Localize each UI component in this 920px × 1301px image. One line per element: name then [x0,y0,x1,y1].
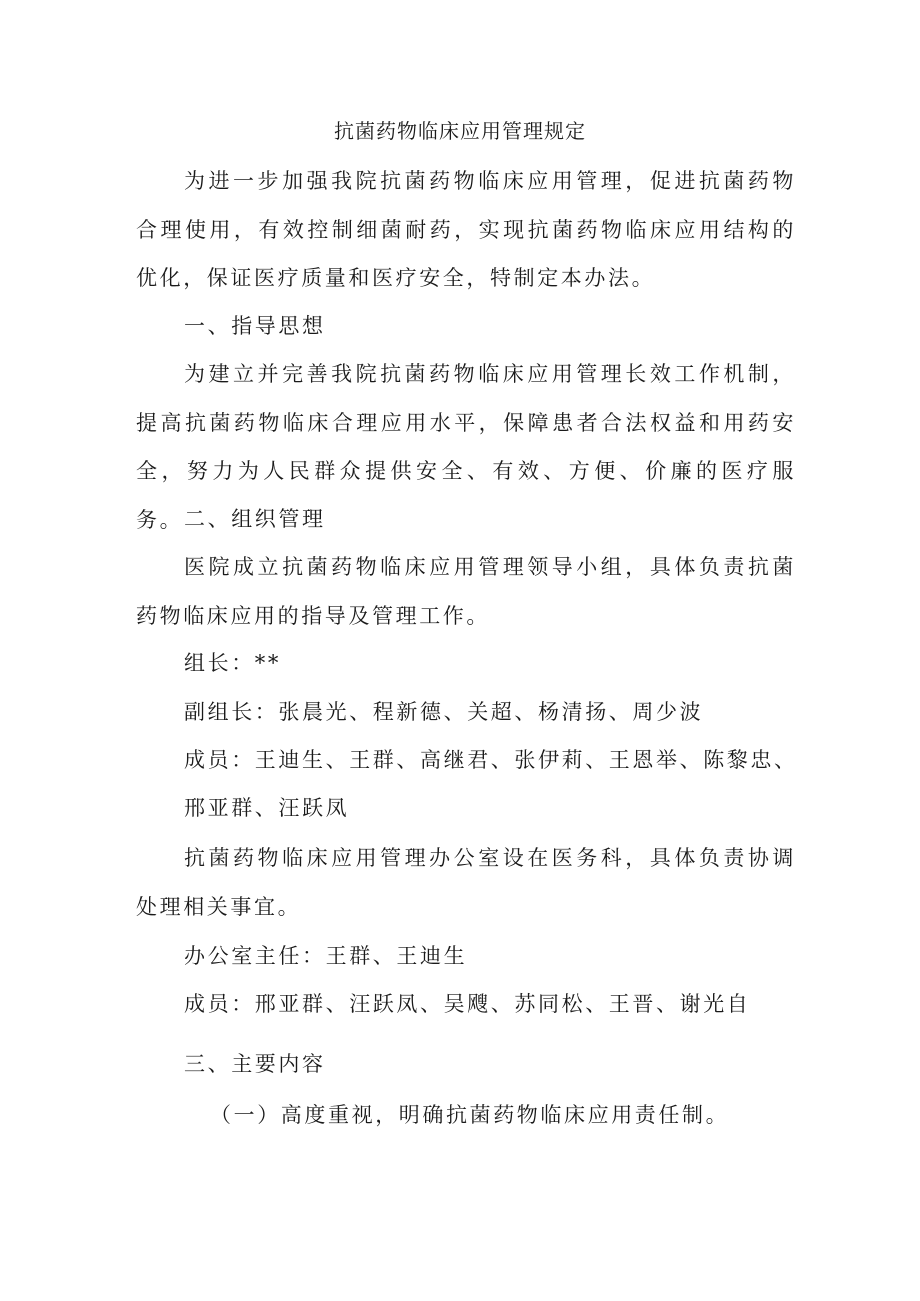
section2-paragraph: 医院成立抗菌药物临床应用管理领导小组，具体负责抗菌药物临床应用的指导及管理工作。 [136,555,796,628]
intro-paragraph: 为进一步加强我院抗菌药物临床应用管理，促进抗菌药物合理使用，有效控制细菌耐药，实现抗菌药物临床应用结构的优化，保证医疗质量和医疗安全，特制定本办法。 [136,169,796,290]
section3-item-1: （一）高度重视，明确抗菌药物临床应用责任制。 [210,1103,730,1127]
office-director-line: 办公室主任：王群、王迪生 [184,944,468,968]
section1-heading: 一、指导思想 [184,314,326,338]
office-members-line: 成员：邢亚群、汪跃凤、吴飕、苏同松、王晋、谢光自 [184,992,751,1016]
office-paragraph: 抗菌药物临床应用管理办公室设在医务科，具体负责协调处理相关事宜。 [136,846,796,919]
section2-heading: 二、组织管理 [184,507,326,531]
members-line-2: 邢亚群、汪跃凤 [184,796,350,820]
deputy-leaders-line: 副组长：张晨光、程新德、关超、杨清扬、周少波 [184,700,704,724]
document-title: 抗菌药物临床应用管理规定 [334,119,586,143]
leader-line: 组长：** [184,651,281,675]
section1-paragraph: 为建立并完善我院抗菌药物临床应用管理长效工作机制，提高抗菌药物临床合理应用水平，保障患者合法权益和用药安全，努力为人民群众提供安全、有效、方便、价廉的医疗服务。 [136,362,796,532]
section3-heading: 三、主要内容 [184,1052,326,1076]
members-line-1: 成员：王迪生、王群、高继君、张伊莉、王恩举、陈黎忠、 [184,748,798,772]
